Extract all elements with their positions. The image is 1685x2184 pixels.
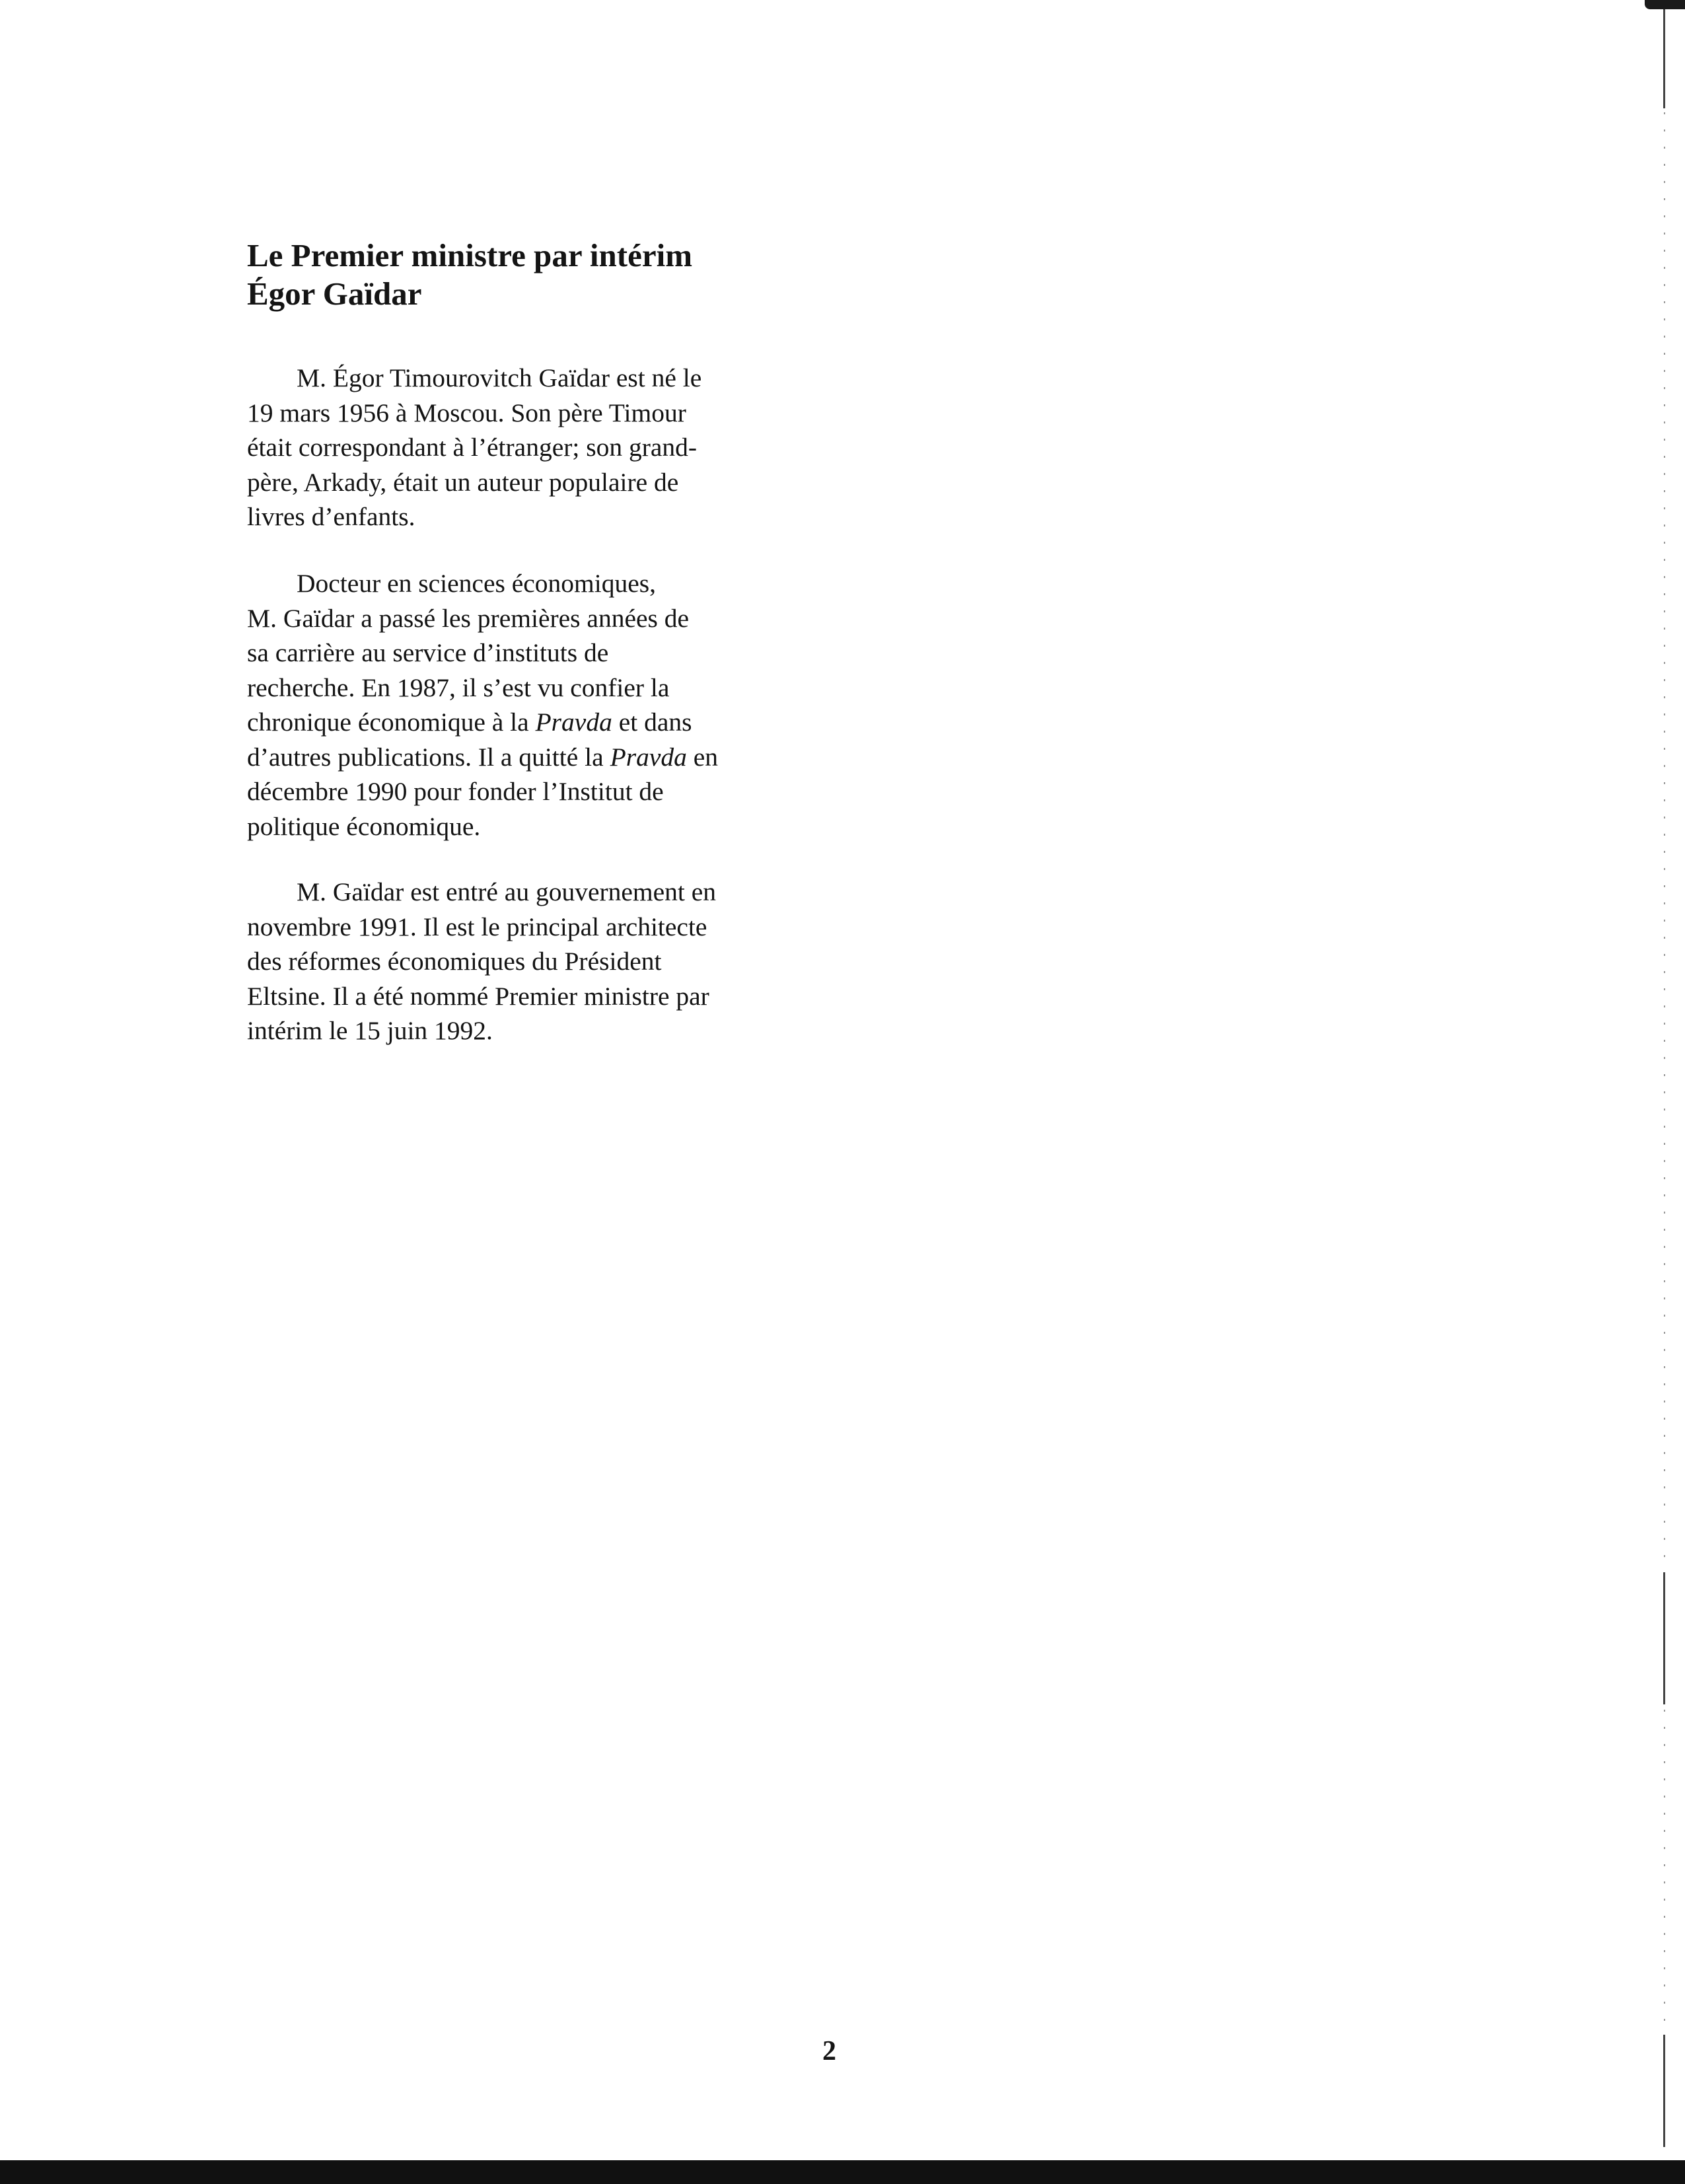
title-line: Le Premier ministre par intérim	[247, 237, 693, 273]
paragraph-government	[247, 875, 908, 1048]
scan-bottom-border	[0, 2160, 1685, 2184]
paragraph-career	[247, 566, 908, 844]
paragraph-line: M. Égor Timourovitch Gaïdar est né le	[297, 363, 702, 392]
line-text: d’autres publications. Il a quitté la	[247, 742, 610, 772]
paragraph-line: père, Arkady, était un auteur populaire de	[247, 467, 679, 497]
paragraph-line: M. Gaïdar est entré au gouvernement en	[297, 877, 717, 906]
paragraph-line: sa carrière au service d’instituts de	[247, 638, 609, 667]
paragraph-line: politique économique.	[247, 811, 481, 841]
page-number: 2	[822, 2036, 836, 2066]
scan-edge-line	[1663, 2035, 1665, 2147]
title-line: Égor Gaïdar	[247, 275, 422, 312]
line-text: et dans	[612, 708, 692, 737]
scan-edge-line	[1663, 1572, 1665, 1704]
scan-edge-dots	[1664, 112, 1665, 2028]
paragraph-line: novembre 1991. Il est le principal architecte	[247, 912, 707, 941]
line-text: en	[686, 742, 719, 772]
paragraph-line: recherche. En 1987, il s’est vu confier la	[247, 673, 670, 702]
scan-edge-line	[1663, 9, 1665, 108]
paragraph-line: décembre 1990 pour fonder l’Institut de	[247, 777, 664, 806]
newspaper-name: Pravda	[535, 708, 612, 737]
paragraph-line	[247, 740, 908, 775]
line-text: chronique économique à la	[247, 708, 536, 737]
paragraph-birth	[247, 361, 908, 534]
paragraph-line: intérim le 15 juin 1992.	[247, 1016, 493, 1045]
paragraph-line: des réformes économiques du Président	[247, 947, 662, 976]
page-title	[247, 237, 1106, 313]
paragraph-line: livres d’enfants.	[247, 502, 415, 531]
paragraph-line	[247, 705, 908, 740]
paragraph-line: était correspondant à l’étranger; son grand-	[247, 433, 698, 462]
paragraph-line: M. Gaïdar a passé les premières années de	[247, 603, 690, 633]
newspaper-name: Pravda	[610, 742, 687, 772]
paragraph-line: 19 mars 1956 à Moscou. Son père Timour	[247, 398, 686, 427]
paragraph-line: Docteur en sciences économiques,	[297, 569, 657, 598]
paragraph-line: Eltsine. Il a été nommé Premier ministre par	[247, 981, 709, 1011]
scan-edge-top	[1645, 0, 1685, 9]
